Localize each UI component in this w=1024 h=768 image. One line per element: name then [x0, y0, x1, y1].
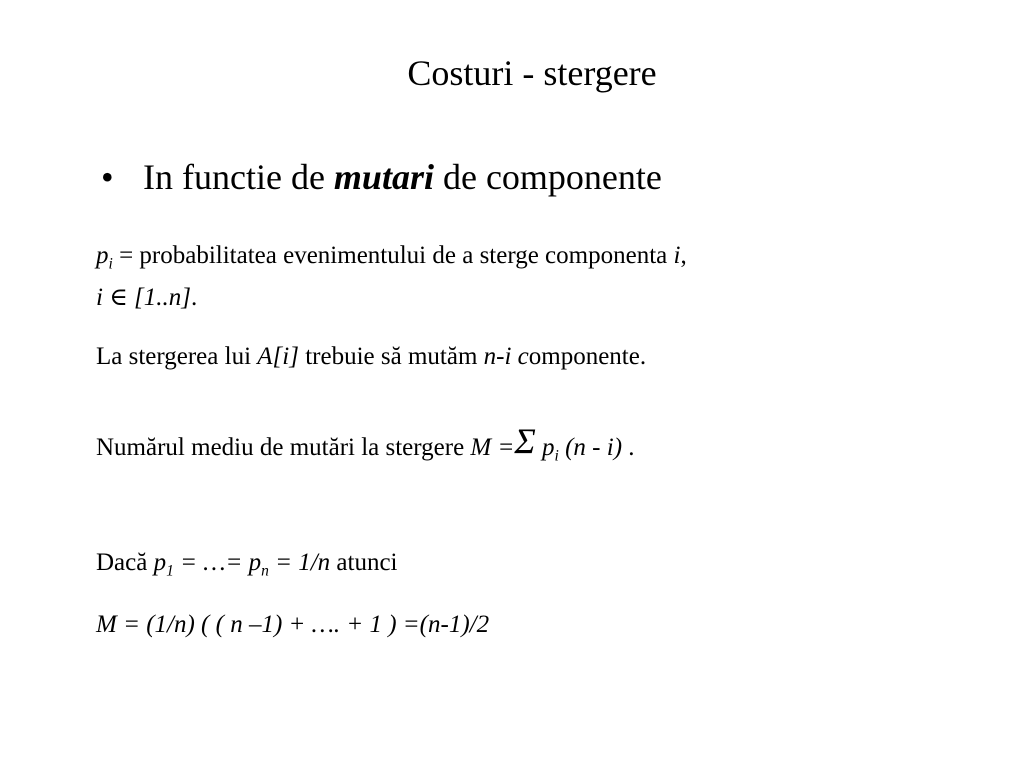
deletion-text-middle: trebuie să mutăm [298, 343, 484, 370]
definition-line [96, 242, 687, 273]
bullet-marker: • [101, 157, 114, 197]
sigma-symbol: Σ [514, 421, 536, 461]
sum-expression: (n - i) [558, 434, 623, 461]
definition-text: probabilitatea evenimentului de a sterge componenta [139, 242, 674, 269]
var-i: i [673, 242, 681, 269]
var-pn: p [248, 549, 262, 576]
range-period: . [190, 284, 198, 311]
slide-title: Costuri - stergere [407, 53, 657, 93]
bullet-text-after: de componente [433, 157, 662, 197]
condition-middle: = …= [173, 549, 249, 576]
bullet-item [101, 156, 662, 198]
result-formula [96, 611, 489, 639]
average-text: Numărul mediu de mutări la stergere [96, 434, 471, 461]
range-var: i [96, 284, 103, 311]
var-pn-subscript: n [261, 562, 269, 580]
var-p: p [96, 242, 109, 269]
var-p-subscript: i [554, 447, 559, 465]
var-p-subscript: i [108, 255, 113, 273]
deletion-line [96, 343, 646, 371]
equals-sign: = [112, 242, 140, 269]
average-period: . [622, 434, 635, 461]
deletion-text-before: La stergerea lui [96, 343, 258, 370]
bullet-emphasis: mutari [333, 157, 434, 197]
var-p: p [535, 434, 555, 461]
result-expression: M = (1/n) ( ( n –1) + …. + 1 ) =(n-1)/2 [96, 611, 490, 638]
average-moves-line [96, 420, 635, 465]
moves-count: n-i c [483, 343, 529, 370]
var-m: M = [470, 434, 515, 461]
condition-text-after: atunci [330, 549, 398, 576]
condition-value: = 1/n [268, 549, 331, 576]
definition-range-line [96, 282, 197, 312]
comma: , [680, 242, 687, 269]
condition-text-before: Dacă [96, 549, 154, 576]
array-reference: A[i] [257, 343, 299, 370]
deletion-text-after: omponente. [528, 343, 647, 370]
condition-line [96, 549, 398, 580]
element-of-symbol: ∈ [102, 284, 134, 311]
bullet-text-before: In functie de [143, 157, 334, 197]
range-value: [1..n] [133, 284, 191, 311]
var-p1: p [153, 549, 167, 576]
var-p1-subscript: 1 [166, 562, 174, 580]
